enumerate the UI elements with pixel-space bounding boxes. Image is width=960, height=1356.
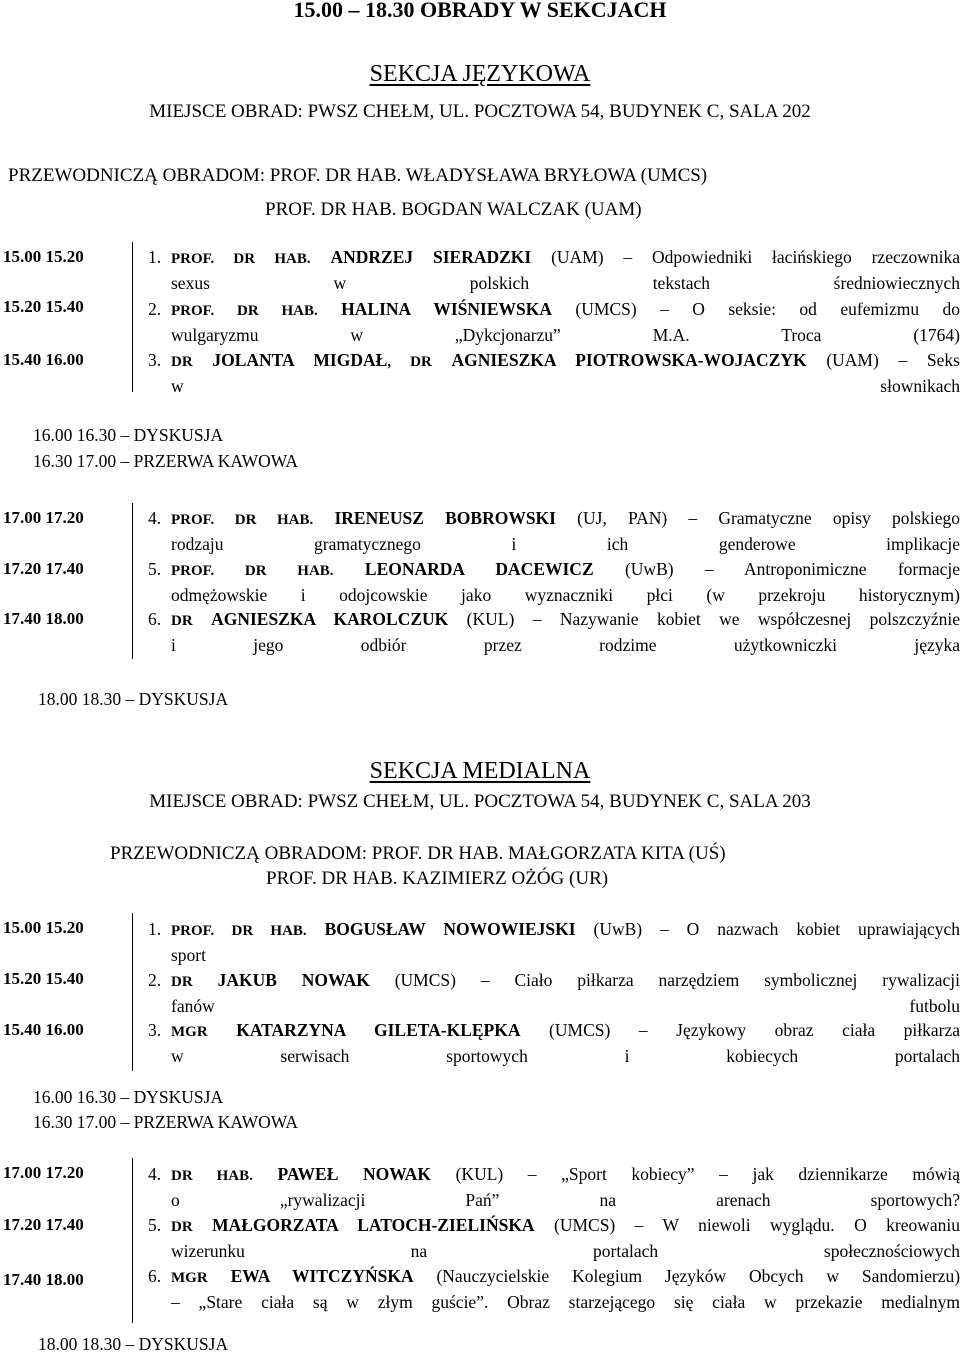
talk-title-line1: (UMCS) – Ciało piłkarza narzędziem symbolicznej rywalizacji [370, 970, 960, 990]
time-slot: 17.40 18.00 [3, 607, 84, 631]
talk-title-line2: w serwisach sportowych i kobiecych portalach [171, 1044, 960, 1068]
talk-author: LEONARDA DACEWICZ [365, 559, 594, 579]
time-slot: 15.20 15.40 [3, 967, 84, 991]
chair-1: PROF. DR HAB. MAŁGORZATA KITA (UŚ) [372, 843, 726, 864]
talk-number: 1. [148, 245, 161, 269]
time-slot: 17.00 17.20 [3, 506, 84, 530]
talk-title-line1: (Nauczycielskie Kolegium Języków Obcych w Sandomierzu) [414, 1266, 960, 1286]
chairs-medialna [110, 842, 726, 866]
break-slot: 16.30 17.00 – PRZERWA KAWOWA [33, 449, 298, 473]
talk-number: 6. [148, 607, 161, 631]
talk-title-line2: rodzaju gramatycznego i ich genderowe implikacje [171, 532, 960, 556]
talk-title-line2: odmężowskie i odojcowskie jako wyznaczniki płci (w przekroju historycznym) [171, 583, 960, 607]
talk-number: 6. [148, 1264, 161, 1288]
divider-line [132, 242, 133, 392]
talk-number: 3. [148, 1018, 161, 1042]
discussion-slot: 16.00 16.30 – DYSKUSJA [33, 1085, 223, 1109]
talk-degree: DR [171, 613, 193, 629]
talk-number: 4. [148, 1162, 161, 1186]
chair-2: PROF. DR HAB. KAZIMIERZ OŻÓG (UR) [266, 867, 608, 891]
talk-author: AGNIESZKA PIOTROWSKA-WOJACZYK [451, 350, 806, 370]
venue-medialna: MIEJSCE OBRAD: PWSZ CHEŁM, UL. POCZTOWA 54, BUDYNEK C, SALA 203 [0, 790, 960, 814]
talk-degree: DR [171, 354, 193, 370]
talk-title-line2: fanów futbolu [171, 994, 960, 1018]
talk-number: 5. [148, 1213, 161, 1237]
talk-title-line2: i jego odbiór przez rodzime użytkowniczki języka [171, 633, 960, 657]
talk-title-line2: – „Stare ciała są w złym guście”. Obraz starzejącego się ciała w przekazie medialnym [171, 1290, 960, 1314]
discussion-slot: 16.00 16.30 – DYSKUSJA [33, 423, 223, 447]
talk-number: 2. [148, 297, 161, 321]
talk-title-line2: wizerunku na portalach społecznościowych [171, 1239, 960, 1263]
talk-title-line1: (UAM) – Seks [807, 350, 960, 370]
talk-degree: PROF. DR HAB. [171, 512, 313, 528]
talk-title-line1: (UAM) – Odpowiedniki łacińskiego rzeczownika [531, 247, 960, 267]
talk-degree: PROF. DR HAB. [171, 303, 318, 319]
talk-title-line2: wulgaryzmu w „Dykcjonarzu” M.A. Troca (1764) [171, 323, 960, 347]
talk-title-line1: (UwB) – Antroponimiczne formacje [594, 559, 960, 579]
talk-author: AGNIESZKA KAROLCZUK [211, 609, 448, 629]
talk-author: JOLANTA MIGDAŁ [212, 350, 387, 370]
time-slot: 15.00 15.20 [3, 245, 84, 269]
discussion-slot: 18.00 18.30 – DYSKUSJA [38, 1332, 228, 1356]
break-slot: 16.30 17.00 – PRZERWA KAWOWA [33, 1110, 298, 1134]
divider-line [132, 503, 133, 659]
talk-number: 1. [148, 917, 161, 941]
chairs-label: PRZEWODNICZĄ OBRADOM: [8, 165, 265, 186]
talk-degree: DR [171, 1219, 193, 1235]
chairs-label: PRZEWODNICZĄ OBRADOM: [110, 843, 367, 864]
talk-author: HALINA WIŚNIEWSKA [341, 299, 552, 319]
talk-title-line1: (UMCS) – O seksie: od eufemizmu do [552, 299, 960, 319]
time-slot: 15.20 15.40 [3, 295, 84, 319]
talk-author: PAWEŁ NOWAK [277, 1164, 431, 1184]
divider-line [132, 913, 133, 1071]
chair-1: PROF. DR HAB. WŁADYSŁAWA BRYŁOWA (UMCS) [270, 165, 707, 186]
time-slot: 17.00 17.20 [3, 1161, 84, 1185]
time-slot: 17.20 17.40 [3, 557, 84, 581]
time-slot: 17.40 18.00 [3, 1268, 84, 1292]
talk-degree: , DR [387, 354, 431, 370]
venue-jezykowa: MIEJSCE OBRAD: PWSZ CHEŁM, UL. POCZTOWA 54, BUDYNEK C, SALA 202 [0, 100, 960, 124]
talk-title-line1: (UMCS) – Językowy obraz ciała piłkarza [521, 1020, 960, 1040]
talk-author: EWA WITCZYŃSKA [231, 1266, 414, 1286]
talk-title-line1: (KUL) – Nazywanie kobiet we współczesnej polszczyźnie [448, 609, 960, 629]
chair-2: PROF. DR HAB. BOGDAN WALCZAK (UAM) [265, 198, 642, 222]
chairs-jezykowa [8, 164, 707, 188]
talk-number: 3. [148, 348, 161, 372]
page-title: 15.00 – 18.30 OBRADY W SEKCJACH [0, 0, 960, 23]
talk-author: KATARZYNA GILETA-KLĘPKA [236, 1020, 520, 1040]
discussion-slot: 18.00 18.30 – DYSKUSJA [38, 687, 228, 711]
talk-degree: MGR [171, 1024, 208, 1040]
talk-author: ANDRZEJ SIERADZKI [330, 247, 531, 267]
talk-title-line2: w słownikach [171, 374, 960, 398]
talk-degree: PROF. DR HAB. [171, 923, 307, 939]
talk-title-line1: (KUL) – „Sport kobiecy” – jak dziennikarze mówią [431, 1164, 960, 1184]
talk-author: JAKUB NOWAK [218, 970, 370, 990]
talk-title-line2: o „rywalizacji Pań” na arenach sportowych? [171, 1188, 960, 1212]
time-slot: 15.40 16.00 [3, 1018, 84, 1042]
talk-title-line1: (UwB) – O nazwach kobiet uprawiających [576, 919, 960, 939]
talk-number: 2. [148, 968, 161, 992]
talk-author: BOGUSŁAW NOWOWIEJSKI [325, 919, 576, 939]
time-slot: 15.00 15.20 [3, 916, 84, 940]
talk-degree: DR HAB. [171, 1168, 253, 1184]
talk-degree: PROF. DR HAB. [171, 563, 334, 579]
talk-number: 4. [148, 506, 161, 530]
talk-degree: MGR [171, 1270, 208, 1286]
talk-degree: PROF. DR HAB. [171, 251, 311, 267]
talk-title-line2: sport [171, 943, 960, 967]
talk-title-line1: (UMCS) – W niewoli wyglądu. O kreowaniu [535, 1215, 960, 1235]
talk-degree: DR [171, 974, 193, 990]
divider-line [132, 1158, 133, 1323]
talk-title-line1: (UJ, PAN) – Gramatyczne opisy polskiego [556, 508, 960, 528]
talk-number: 5. [148, 557, 161, 581]
talk-title-line2: sexus w polskich tekstach średniowiecznych [171, 271, 960, 295]
talk-author: MAŁGORZATA LATOCH-ZIELIŃSKA [212, 1215, 534, 1235]
time-slot: 17.20 17.40 [3, 1213, 84, 1237]
section-title-medialna: SEKCJA MEDIALNA [0, 757, 960, 785]
time-slot: 15.40 16.00 [3, 348, 84, 372]
section-title-jezykowa: SEKCJA JĘZYKOWA [0, 60, 960, 88]
talk-author: IRENEUSZ BOBROWSKI [334, 508, 556, 528]
